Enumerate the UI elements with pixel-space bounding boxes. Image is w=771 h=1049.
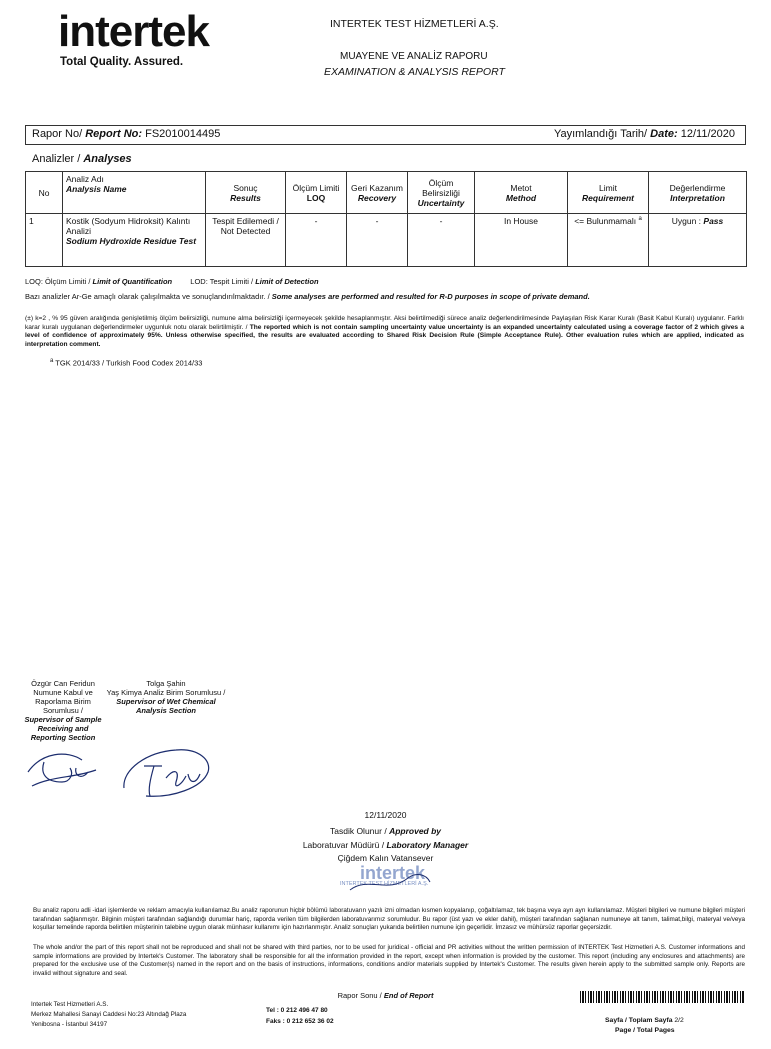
phone: Tel : 0 212 496 47 80 bbox=[266, 1007, 328, 1014]
col-uncertainty-tr: Ölçüm Belirsizliği bbox=[422, 177, 460, 198]
stamp-signature bbox=[338, 860, 438, 900]
col-requirement bbox=[568, 172, 649, 214]
col-interpretation-tr: Değerlendirme bbox=[669, 182, 726, 193]
section-title-tr: Analizler / bbox=[32, 153, 81, 165]
company-name: INTERTEK TEST HİZMETLERİ A.Ş. bbox=[330, 18, 499, 30]
interp-tr: Uygun : bbox=[671, 216, 702, 226]
signatory-1 bbox=[22, 679, 104, 742]
col-uncertainty-en: Uncertainty bbox=[417, 197, 465, 208]
lod-en: Limit of Detection bbox=[255, 277, 319, 286]
table-header-row bbox=[26, 172, 747, 214]
address-line-2: Merkez Mahallesi Sanayi Caddesi No:23 Altındağ Plaza bbox=[31, 1011, 187, 1018]
loq-lod-note bbox=[25, 277, 319, 286]
cell-no: 1 bbox=[26, 214, 63, 267]
page-info bbox=[605, 1016, 684, 1036]
stamp-logo: intertek bbox=[360, 863, 426, 883]
cell-uncertainty: - bbox=[408, 214, 475, 267]
loq-tr: LOQ: Ölçüm Limiti / bbox=[25, 277, 91, 286]
analysis-name-tr: Kostik (Sodyum Hidroksit) Kalıntı Analizi bbox=[66, 216, 191, 236]
rd-note bbox=[25, 292, 595, 302]
page-number: 2/2 bbox=[674, 1017, 684, 1024]
logo-tagline: Total Quality. Assured. bbox=[60, 56, 184, 68]
page-label-tr: Sayfa / Toplam Sayfa bbox=[605, 1017, 673, 1024]
intertek-logo: intertek bbox=[58, 7, 209, 56]
signatory-2 bbox=[106, 679, 226, 715]
limit-note: a bbox=[638, 216, 642, 223]
signatory-1-name: Özgür Can Feridun bbox=[31, 679, 95, 688]
signatory-2-title-en: Supervisor of Wet Chemical Analysis Section bbox=[116, 697, 216, 715]
section-title bbox=[32, 153, 132, 165]
col-results-tr: Sonuç bbox=[233, 182, 258, 193]
company-address bbox=[31, 1000, 186, 1030]
cell-method: In House bbox=[475, 214, 568, 267]
cell-interpretation bbox=[649, 214, 747, 267]
col-loq-tr: Ölçüm Limiti bbox=[292, 182, 340, 193]
contact-info bbox=[266, 1005, 334, 1027]
page-label-en: Page / Total Pages bbox=[615, 1027, 675, 1034]
disclaimer-en: The whole and/or the part of this report shall not be reproduced and shall not be shared with third parties, nor to be used for juridical - official and PR activities without the written permission of INTERTEK Test Hizmetleri A.S. Customer informations and sample informations are provided by Intertek's Customer. The laboratory shall be responsible for all the information provided in the report, except when information is provided by the customer. This report (including any enclosures and attachments) are prepared for the exclusive use of the Customer(s) named in the report and on the basis of instructions, informations, conditions and/or materials supplied by Intertek's Customer. The results given herein apply to the submitted sample only. Reports are invalid without signature and seal. bbox=[33, 944, 745, 977]
col-analysis-name-tr: Analiz Adı bbox=[66, 174, 104, 184]
uncertainty-tr: (±) k=2 , % 95 güven aralığında genişletilmiş ölçüm belirsizliği, numune alma belirsizliği içermeyecek şekilde hesaplanmıştır. Aksi belirtilmediği sürece analiz değerlendirilmesinde Paylaşılan Risk Karar Kuralı (Basit Kabul Kuralı) uygulanır. Farklı karar kuralı uygulanan değerlendirmeler uygunluk notu olarak belirtilmiştir. / bbox=[25, 315, 744, 331]
col-loq bbox=[286, 172, 347, 214]
uncertainty-note bbox=[25, 315, 744, 349]
role-tr: Laboratuvar Müdürü / bbox=[302, 840, 385, 850]
approved-tr: Tasdik Olunur / bbox=[329, 826, 387, 836]
col-interpretation-en: Interpretation bbox=[670, 192, 725, 203]
section-title-en: Analyses bbox=[83, 153, 132, 165]
col-interpretation bbox=[649, 172, 747, 214]
approval-date: 12/11/2020 bbox=[364, 810, 407, 820]
col-method-en: Method bbox=[505, 192, 537, 203]
cell-loq: - bbox=[286, 214, 347, 267]
rd-tr: Bazı analizler Ar-Ge amaçlı olarak çalışılmakta ve sonuçlandırılmaktadır. / bbox=[25, 292, 270, 301]
approved-by bbox=[0, 826, 771, 836]
report-title-tr: MUAYENE VE ANALİZ RAPORU bbox=[340, 51, 488, 62]
report-title-en: EXAMINATION & ANALYSIS REPORT bbox=[324, 66, 505, 78]
cell-result: Tespit Edilemedi / Not Detected bbox=[206, 214, 286, 267]
stamp-text: INTERTEK TEST HİZMETLERİ A.Ş. bbox=[340, 881, 429, 887]
reference-mark: a bbox=[50, 358, 54, 364]
date-value: 12/11/2020 bbox=[680, 128, 735, 140]
lod-tr: LOD: Tespit Limiti / bbox=[190, 277, 254, 286]
col-no-label: No bbox=[38, 187, 50, 198]
barcode bbox=[580, 991, 745, 1003]
reference-note bbox=[50, 358, 202, 368]
role-en: Laboratory Manager bbox=[386, 840, 469, 850]
col-requirement-tr: Limit bbox=[599, 182, 617, 193]
loq-en: Limit of Quantification bbox=[92, 277, 173, 286]
col-requirement-en: Requirement bbox=[582, 192, 634, 203]
date-label-en: Date: bbox=[650, 128, 678, 140]
col-method bbox=[475, 172, 568, 214]
signatory-1-title-tr: Numune Kabul ve Raporlama Birim Sorumlusu / bbox=[33, 688, 93, 715]
interp-en: Pass bbox=[703, 216, 724, 226]
report-info-box bbox=[25, 125, 746, 145]
date-label-tr: Yayımlandığı Tarih/ bbox=[553, 128, 648, 140]
table-row bbox=[26, 214, 747, 267]
address-line-3: Yenibosna - İstanbul 34197 bbox=[31, 1021, 108, 1028]
report-no-label-tr: Rapor No/ bbox=[32, 128, 83, 140]
uncertainty-en: The reported which is not contain sampling uncertainty value uncertainty is an expanded uncertainty calculated using a coverage factor of 2 which gives a level of confidence of approximately 95%. Unless otherwise specified, the results are evaluated according to Shared Risk Decision Rule (Simple Acceptance Rule). Other evaluation rules which are applied, indicated as interpretation comment. bbox=[25, 323, 744, 348]
col-results bbox=[206, 172, 286, 214]
report-no-value: FS2010014495 bbox=[145, 128, 221, 140]
analysis-table bbox=[25, 171, 747, 267]
disclaimer-tr: Bu analiz raporu adli -idari işlemlerde ve reklam amacıyla kullanılamaz.Bu analiz raporunun hiçbir bölümü laboratuvarın yazılı izni olmadan kısmen kopyalanıp, çoğaltılamaz, tek başına veya ayrı ayrı kullanılamaz. Müşteri bilgileri ve numune bilgileri müşteri tarafından sağlanmıştır. Bilginin müşteri tarafından sağlandığı durumlar hariç, raporda verilen tüm bilgilerden laboratuvarımız sorumludur. Bu rapor (üst yazı ve ekler dahil), müşteri tarafından sağlanan numuneye alt tanım, talimat,bilgi, materyal ve/veya koşullar temelinde raporda belirtilen müşterinin talebine uygun olarak münhasır kullanımı için hazırlanmıştır. Analiz sonuçları yukarıda belirtilen numune için geçerlidir. İmzasız ve mühürsüz raporlar geçersizdir. bbox=[33, 907, 745, 931]
signature-2 bbox=[116, 744, 216, 806]
col-results-en: Results bbox=[230, 192, 261, 203]
col-loq-en: LOQ bbox=[306, 192, 326, 203]
limit-value: <= Bulunmamalı bbox=[574, 216, 637, 226]
approver-role bbox=[0, 840, 771, 850]
col-recovery bbox=[347, 172, 408, 214]
cell-analysis-name bbox=[63, 214, 206, 267]
cell-recovery: - bbox=[347, 214, 408, 267]
col-analysis-name bbox=[63, 172, 206, 214]
signatory-2-name: Tolga Şahin bbox=[146, 679, 186, 688]
rd-en: Some analyses are performed and resulted for R-D purposes in scope of private demand. bbox=[271, 292, 590, 301]
col-method-tr: Metot bbox=[510, 182, 532, 193]
col-recovery-en: Recovery bbox=[357, 192, 397, 203]
signatory-1-title-en: Supervisor of Sample Receiving and Reporting Section bbox=[24, 715, 102, 742]
end-tr: Rapor Sonu / bbox=[337, 991, 382, 1000]
col-uncertainty bbox=[408, 172, 475, 214]
company-stamp bbox=[338, 860, 438, 900]
approver-name: Çiğdem Kalın Vatansever bbox=[337, 853, 434, 863]
report-no-label-en: Report No: bbox=[85, 128, 143, 140]
col-no bbox=[26, 172, 63, 214]
report-number bbox=[32, 128, 220, 140]
report-date bbox=[554, 128, 735, 140]
end-en: End of Report bbox=[383, 991, 434, 1000]
signatory-2-title-tr: Yaş Kimya Analiz Birim Sorumlusu / bbox=[106, 688, 226, 697]
address-line-1: Intertek Test Hizmetleri A.S. bbox=[31, 1001, 109, 1008]
approved-en: Approved by bbox=[389, 826, 442, 836]
reference-text: TGK 2014/33 / Turkish Food Codex 2014/33 bbox=[55, 358, 203, 368]
col-recovery-tr: Geri Kazanım bbox=[351, 182, 403, 193]
signature-1 bbox=[22, 742, 102, 802]
cell-limit bbox=[568, 214, 649, 267]
analysis-name-en: Sodium Hydroxide Residue Test bbox=[66, 236, 197, 246]
fax: Faks : 0 212 652 36 02 bbox=[266, 1018, 334, 1025]
col-analysis-name-en: Analysis Name bbox=[66, 184, 127, 194]
